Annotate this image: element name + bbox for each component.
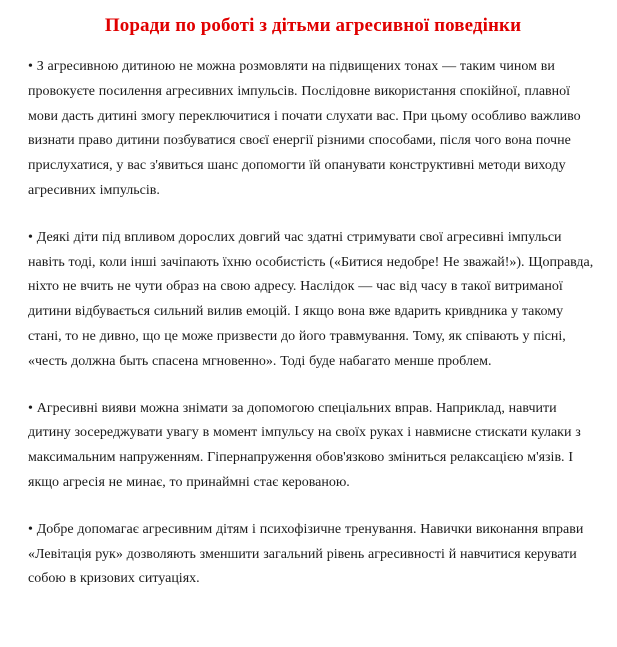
paragraph-1 [28, 55, 598, 204]
bullet-marker: • [28, 521, 33, 537]
paragraph-text: Добре допомагає агресивним дітям і психофізичне тренування. Навички виконання вправи «Левітація рук» дозволяють зменшити загальний рівень агресивності й навчитися керувати собою в кризових ситуаціях. [28, 521, 584, 587]
paragraph-2 [28, 226, 598, 375]
bullet-marker: • [28, 59, 33, 74]
document [28, 14, 598, 614]
paragraph-text: З агресивною дитиною не можна розмовляти на підвищених тонах — таким чином ви провокуєте посилення агресивних імпульсів. Послідовне використання спокійної, плавної мови дасть дитині змогу переключитися і почати слухати вас. При цьому особливо важливо визнати право дитини позбуватися своєї енергії різними способами, після чого вона почне прислухатися, у вас з'явиться шанс допомогти їй опанувати конструктивні методи виходу агресивних імпульсів. [28, 59, 581, 198]
bullet-marker: • [28, 229, 33, 245]
page-title: Поради по роботі з дітьми агресивної поведінки [104, 15, 522, 36]
bullet-marker: • [28, 400, 33, 416]
paragraph-3 [28, 397, 598, 496]
paragraph-text: Агресивні вияви можна знімати за допомогою спеціальних вправ. Наприклад, навчити дитину зосереджувати увагу в момент імпульсу на своїх руках і навмисне стискати кулаки з максимальним напруженням. Гіпернапруження обов'язково зміниться релаксацією м'язів. І якщо агресія не минає, то принаймні стає керованою. [28, 400, 581, 490]
paragraph-4 [28, 518, 598, 592]
paragraph-text: Деякі діти під впливом дорослих довгий час здатні стримувати свої агресивні імпульси навіть тоді, коли інші зачіпають їхню особистість («Битися недобре! Не зважай!»). Щоправда, ніхто не вчить не чути образ на свою адресу. Наслідок — час від часу в такої витриманої дитини відбувається сильний вилив емоцій. І якщо вона вже вдарить кривдника у такому стані, то не дивно, що це може призвести до його травмування. Тому, як співають у пісні, «честь должна быть спасена мгновенно». Тоді буде набагато менше проблем. [28, 229, 594, 369]
